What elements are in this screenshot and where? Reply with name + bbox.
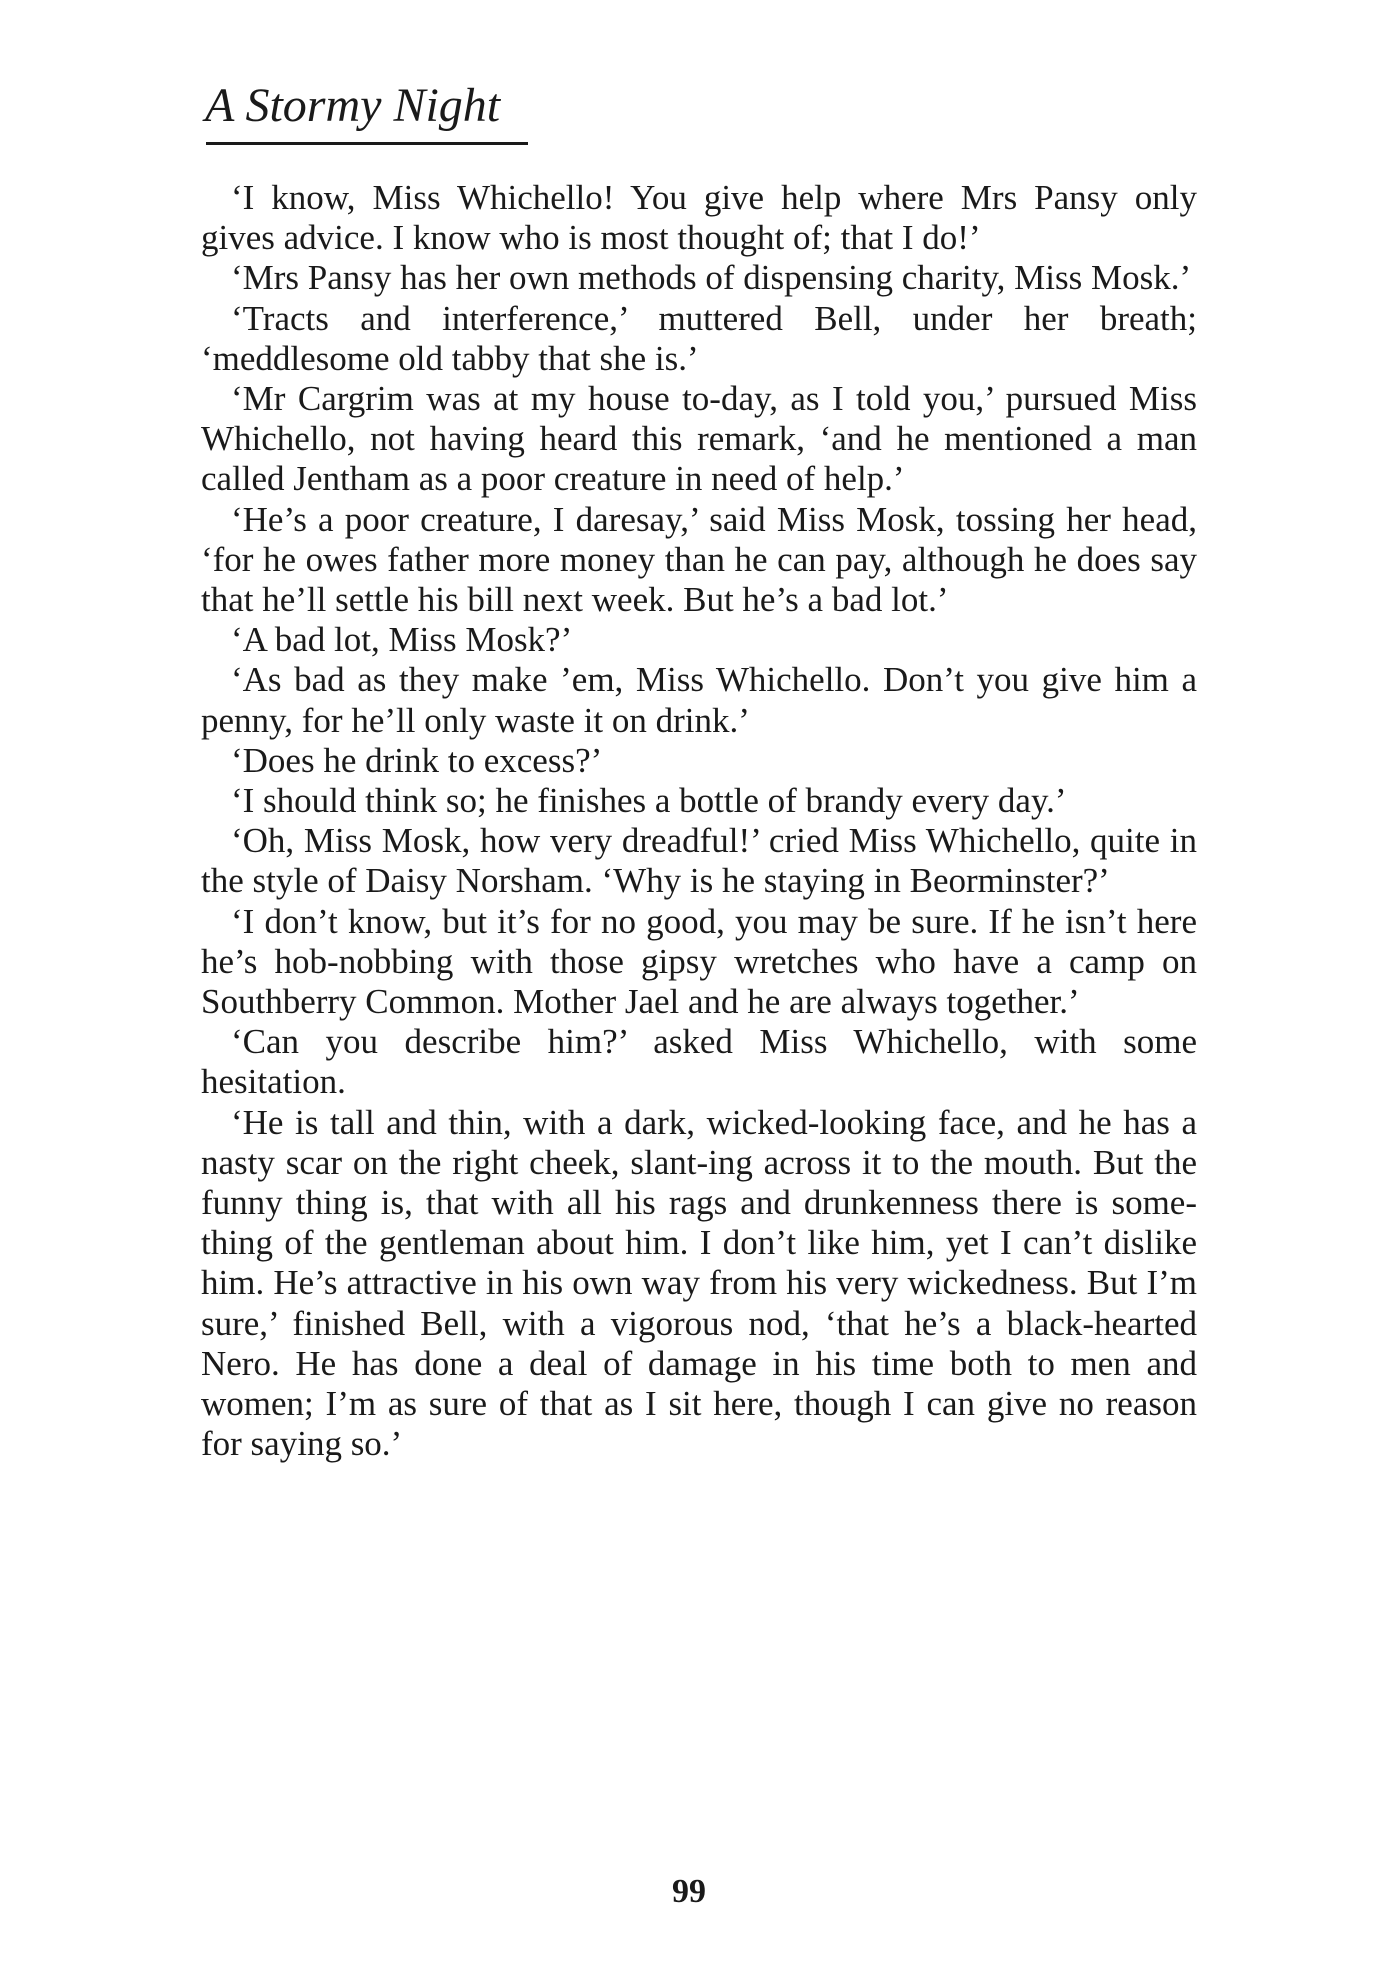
paragraph-6: ‘A bad lot, Miss Mosk?’ bbox=[231, 620, 573, 660]
paragraph-3: ‘Tracts and interference,’ muttered Bell, under her breath; ‘meddlesome old tabby that she is.’ bbox=[201, 298, 1197, 378]
paragraph-12: ‘Can you describe him?’ asked Miss Whichello, with some hesitation. bbox=[201, 1022, 1197, 1102]
paragraph-10: ‘Oh, Miss Mosk, how very dreadful!’ cried Miss Whichello, quite in the style of Daisy Norsham. ‘Why is he staying in Beorminster?’ bbox=[201, 821, 1197, 901]
paragraph-5: ‘He’s a poor creature, I daresay,’ said Miss Mosk, tossing her head, ‘for he owes father more money than he can pay, although he does say that he’ll settle his bill next week. But he’s a bad lot.’ bbox=[201, 499, 1197, 620]
paragraph-4: ‘Mr Cargrim was at my house to-day, as I told you,’ pursued Miss Whichello, not having heard this remark, ‘and he mentioned a man called Jentham as a poor creature in need of help.’ bbox=[201, 379, 1197, 499]
paragraph-1: ‘I know, Miss Whichello! You give help where Mrs Pansy only gives advice. I know who is most thought of; that I do!’ bbox=[201, 178, 1197, 258]
running-head: A Stormy Night bbox=[205, 79, 501, 132]
running-head-rule bbox=[206, 142, 528, 145]
body-text bbox=[201, 178, 1197, 1465]
paragraph-2: ‘Mrs Pansy has her own methods of dispensing charity, Miss Mosk.’ bbox=[231, 258, 1192, 298]
paragraph-13: ‘He is tall and thin, with a dark, wicked-looking face, and he has a nasty scar on the right cheek, slant-ing across it to the mouth. But the funny thing is, that with all his rags and drunkenness there is some-thing of the gentleman about him. I don’t like him, yet I can’t dislike him. He’s attractive in his own way from his very wickedness. But I’m sure,’ finished Bell, with a vigorous nod, ‘that he’s a black-hearted Nero. He has done a deal of damage in his time both to men and women; I’m as sure of that as I sit here, though I can give no reason for saying so.’ bbox=[201, 1102, 1197, 1464]
paragraph-9: ‘I should think so; he finishes a bottle of brandy every day.’ bbox=[231, 781, 1067, 821]
paragraph-7: ‘As bad as they make ’em, Miss Whichello. Don’t you give him a penny, for he’ll only waste it on drink.’ bbox=[201, 660, 1197, 740]
paragraph-8: ‘Does he drink to excess?’ bbox=[231, 740, 603, 780]
page-number: 99 bbox=[672, 1873, 706, 1910]
paragraph-11: ‘I don’t know, but it’s for no good, you may be sure. If he isn’t here he’s hob-nobbing with those gipsy wretches who have a camp on Southberry Common. Mother Jael and he are always together.’ bbox=[201, 901, 1197, 1022]
